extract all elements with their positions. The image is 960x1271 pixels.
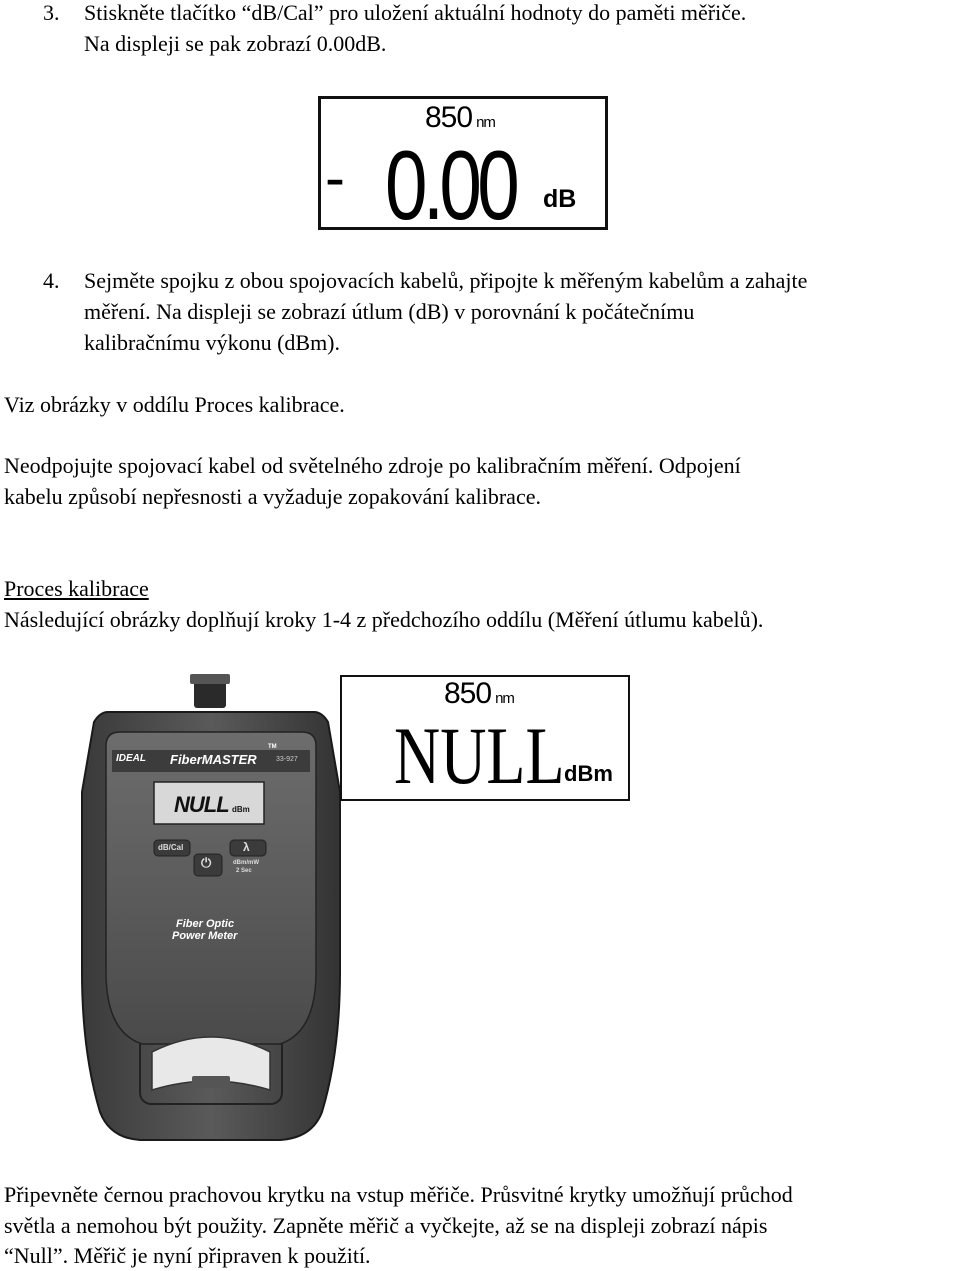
section-intro: Následující obrázky doplňují kroky 1-4 z předchozího oddílu (Měření útlumu kabelů). [4, 607, 764, 632]
step3-line1: Stiskněte tlačítko “dB/Cal” pro uložení aktuální hodnoty do paměti měřiče. [84, 0, 747, 25]
display-zero-db [318, 96, 608, 230]
lambda-label: λ [243, 840, 250, 854]
face-plate [106, 732, 316, 1044]
step4-line3: kalibračnímu výkonu (dBm). [84, 330, 341, 355]
warning-line2: kabelu způsobí nepřesnosti a vyžaduje zopakování kalibrace. [4, 484, 541, 509]
hold-text-2: 2 Sec [236, 868, 252, 874]
power-icon: ⏻ [201, 856, 212, 871]
section-heading: Proces kalibrace [4, 576, 149, 601]
display1-wavelength-unit: nm [476, 114, 495, 131]
device-tm: TM [268, 744, 277, 750]
display2-value: NULL [394, 710, 565, 801]
warning-line1: Neodpojujte spojovací kabel od světelného zdroje po kalibračním měření. Odpojení [4, 453, 741, 478]
hold-text-1: dBm/mW [233, 860, 259, 866]
display-null-dbm [340, 675, 630, 801]
device-illustration [80, 672, 342, 1142]
device-lcd-text: NULL [174, 792, 229, 817]
device-lcd-unit: dBm [232, 805, 250, 814]
display1-unit: dB [543, 185, 577, 213]
device-brand: IDEAL [116, 753, 146, 764]
step3-line2: Na displeji se pak zobrazí 0.00dB. [84, 31, 387, 56]
step3-number: 3. [43, 0, 60, 25]
cradle-slot [192, 1076, 230, 1088]
device-model-number: 33-927 [276, 756, 298, 763]
display1-wavelength: 850 [425, 101, 473, 134]
display2-wavelength-unit: nm [495, 690, 514, 707]
display2-unit: dBm [564, 761, 613, 786]
device-label-line1: Fiber Optic [176, 918, 235, 930]
dbcal-label: dB/Cal [158, 843, 184, 852]
step4-line1: Sejměte spojku z obou spojovacích kabelů, připojte k měřeným kabelům a zahajte [84, 268, 808, 293]
see-figures-note: Viz obrázky v oddílu Proces kalibrace. [4, 392, 345, 417]
display1-sign: - [325, 144, 345, 211]
device-label-line2: Power Meter [172, 930, 238, 942]
closing-line2: světla a nemohou být použity. Zapněte měřič a vyčkejte, až se na displeji zobrazí nápis [4, 1213, 768, 1238]
display1-value: 0.00 [385, 130, 516, 230]
closing-line3: “Null”. Měřič je nyní připraven k použití. [4, 1243, 371, 1268]
closing-line1: Připevněte černou prachovou krytku na vstup měřiče. Průsvitné krytky umožňují průchod [4, 1182, 793, 1207]
display2-wavelength: 850 [444, 677, 492, 710]
step4-line2: měření. Na displeji se zobrazí útlum (dB) v porovnání k počátečnímu [84, 299, 695, 324]
connector-cap [190, 674, 230, 684]
device-model: FiberMASTER [170, 752, 257, 767]
fibermaster-device [80, 672, 342, 1142]
step4-number: 4. [43, 268, 60, 293]
